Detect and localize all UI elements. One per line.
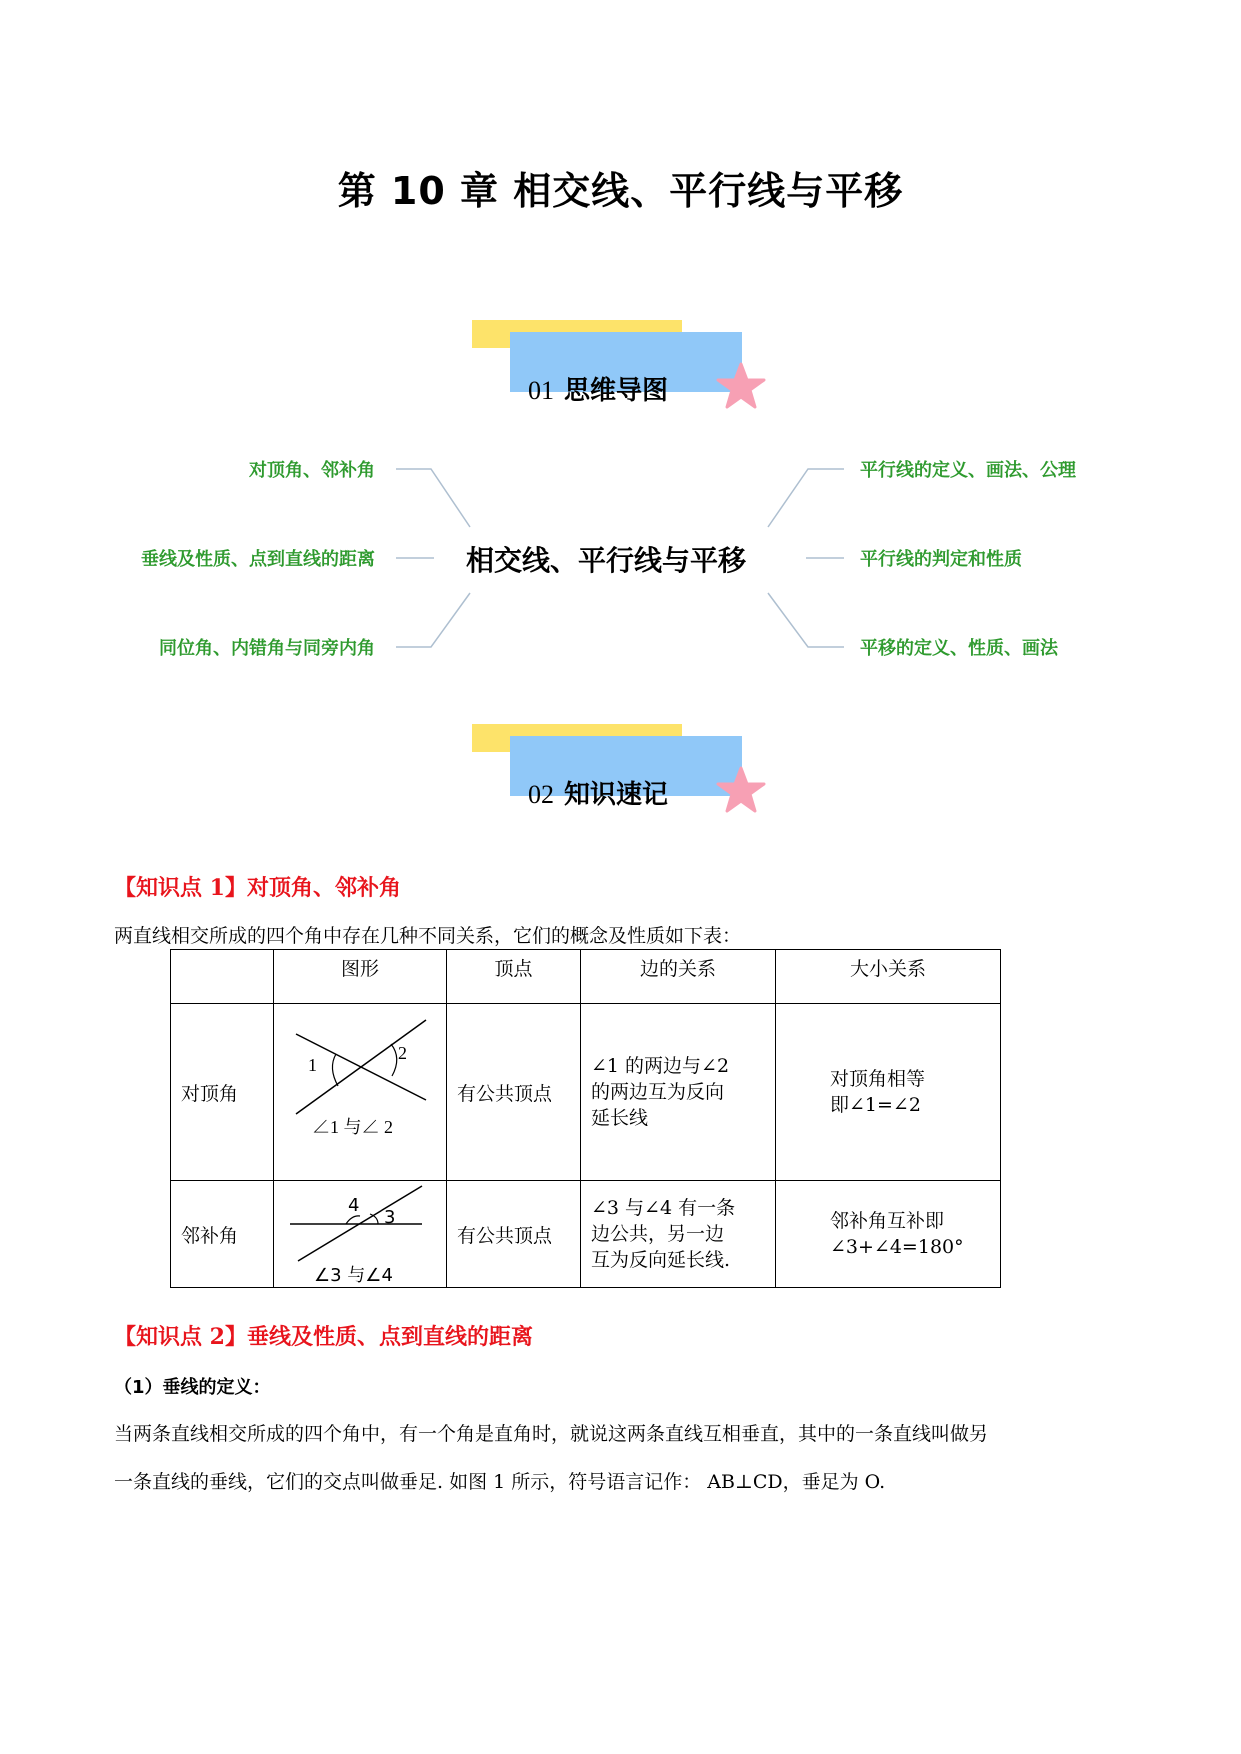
table-row bbox=[171, 1004, 1001, 1181]
angle-label: 4 bbox=[348, 1195, 360, 1216]
size-line: ∠3+∠4=180° bbox=[830, 1236, 964, 1258]
star-icon bbox=[716, 766, 766, 814]
section-title: 思维导图 bbox=[564, 376, 669, 406]
mindmap-left-item: 同位角、内错角与同旁内角 bbox=[159, 638, 375, 659]
figure-caption: ∠1 与∠ 2 bbox=[312, 1117, 393, 1137]
section-number: 02 bbox=[528, 780, 554, 809]
kp2-paragraph-line: 一条直线的垂线，它们的交点叫做垂足. 如图 1 所示，符号语言记作： AB⊥CD，垂足为 O. bbox=[114, 1471, 886, 1493]
kp2-paragraph-line: 当两条直线相交所成的四个角中，有一个角是直角时，就说这两条直线互相垂直，其中的一条直线叫做另 bbox=[114, 1423, 989, 1445]
page-title: 第 10 章 相交线、平行线与平移 bbox=[337, 169, 904, 213]
angle-label: 3 bbox=[384, 1207, 396, 1228]
table-header-row bbox=[171, 950, 1001, 1004]
supplementary-angles-diagram bbox=[274, 1181, 446, 1287]
size-line: 邻补角互补即 bbox=[830, 1210, 945, 1232]
sides-line: 延长线 bbox=[591, 1107, 649, 1129]
section-02-label bbox=[528, 774, 668, 811]
figure-caption: ∠3 与∠4 bbox=[314, 1265, 393, 1286]
mindmap-left-item: 对顶角、邻补角 bbox=[249, 460, 375, 481]
section-title: 知识速记 bbox=[564, 780, 669, 810]
row-name: 邻补角 bbox=[171, 1181, 274, 1288]
size-line: 对顶角相等 bbox=[830, 1068, 926, 1090]
vertical-angles-figure bbox=[274, 1004, 447, 1181]
mindmap-right-item: 平行线的定义、画法、公理 bbox=[860, 460, 1076, 481]
sides-line: 的两边互为反向 bbox=[591, 1081, 725, 1103]
kp1-intro: 两直线相交所成的四个角中存在几种不同关系，它们的概念及性质如下表： bbox=[114, 925, 742, 947]
row-name: 对顶角 bbox=[171, 1004, 274, 1181]
header-cell: 图形 bbox=[274, 950, 447, 1004]
section-01-label bbox=[528, 370, 668, 407]
header-cell bbox=[171, 950, 274, 1004]
vertical-angles-diagram bbox=[274, 1004, 446, 1180]
sides-line: 边公共，另一边 bbox=[591, 1223, 725, 1245]
supplementary-angles-figure bbox=[274, 1181, 447, 1288]
table-row bbox=[171, 1181, 1001, 1288]
mindmap-right-item: 平移的定义、性质、画法 bbox=[860, 638, 1058, 659]
kp2-subheading: （1）垂线的定义： bbox=[114, 1377, 271, 1398]
sides-cell bbox=[581, 1181, 776, 1288]
mindmap-right-item: 平行线的判定和性质 bbox=[860, 549, 1022, 570]
header-cell: 边的关系 bbox=[581, 950, 776, 1004]
sides-line: ∠1 的两边与∠2 bbox=[591, 1055, 730, 1077]
size-cell bbox=[776, 1004, 1001, 1181]
vertex-cell: 有公共顶点 bbox=[447, 1181, 581, 1288]
vertex-cell: 有公共顶点 bbox=[447, 1004, 581, 1181]
kp2-heading: 【知识点 2】垂线及性质、点到直线的距离 bbox=[114, 1324, 533, 1350]
sides-line: 互为反向延长线. bbox=[591, 1249, 731, 1271]
kp1-table bbox=[170, 949, 1001, 1288]
star-icon bbox=[716, 362, 766, 410]
size-line: 即∠1=∠2 bbox=[830, 1094, 921, 1116]
section-number: 01 bbox=[528, 376, 554, 405]
size-cell bbox=[776, 1181, 1001, 1288]
mindmap-center: 相交线、平行线与平移 bbox=[466, 544, 747, 577]
kp1-heading: 【知识点 1】对顶角、邻补角 bbox=[114, 875, 401, 901]
sides-cell bbox=[581, 1004, 776, 1181]
angle-label: 1 bbox=[308, 1055, 317, 1075]
header-cell: 顶点 bbox=[447, 950, 581, 1004]
header-cell: 大小关系 bbox=[776, 950, 1001, 1004]
mindmap-left-item: 垂线及性质、点到直线的距离 bbox=[141, 549, 375, 570]
angle-label: 2 bbox=[398, 1043, 407, 1063]
sides-line: ∠3 与∠4 有一条 bbox=[591, 1197, 736, 1219]
